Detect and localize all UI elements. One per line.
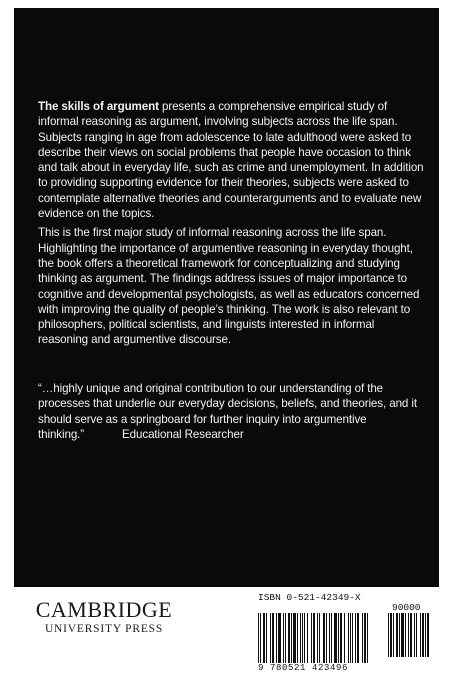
- barcode-bar: [344, 613, 345, 663]
- barcode-bar: [278, 613, 281, 663]
- barcode-bar: [302, 613, 303, 663]
- barcode-bar: [396, 613, 398, 657]
- barcode-bar: [291, 613, 292, 663]
- barcode-bar: [288, 613, 290, 663]
- publisher-name: CAMBRIDGE: [35, 597, 173, 622]
- barcode-bar: [285, 613, 286, 663]
- barcode-bar: [272, 613, 274, 663]
- barcode-bar: [326, 613, 327, 663]
- ean-number: 9 780521 423496: [258, 663, 349, 673]
- barcode-bar: [270, 613, 271, 663]
- barcode-bar: [263, 613, 265, 663]
- barcode-bar: [331, 613, 332, 663]
- barcode-bar: [405, 613, 406, 657]
- publisher-logo: [34, 598, 174, 636]
- barcode-bar: [276, 613, 277, 663]
- barcode-bar: [304, 613, 305, 663]
- ean-barcode: [258, 613, 382, 663]
- barcode-bar: [388, 613, 389, 657]
- barcode-bar: [390, 613, 392, 657]
- review-quote: [38, 381, 430, 442]
- barcode-bar: [427, 613, 429, 657]
- barcode-bar: [352, 613, 353, 663]
- barcode-bar: [420, 613, 421, 657]
- quote-text: “…highly unique and original contribution to our understanding of the processes that underlie our everyday decisions, beliefs, and theories, and it should serve as a springboard for further inquiry into argumentive thinking.”: [38, 382, 417, 441]
- barcode-bar: [425, 613, 426, 657]
- barcode-bar: [422, 613, 424, 657]
- barcode-bar: [408, 613, 409, 657]
- blurb-paragraph-2: This is the first major study of informal reasoning across the life span. Highlighting the importance of argumentive reasoning in everyday thought, the book offers a theoretical framework for conceptualizing and studying thinking as argument. The findings address issues of major importance to cognitive and developmental psychologists, as well as educators concerned with improving the quality of people’s thinking. The work is also relevant to philosophers, political scientists, and linguists interested in informal reasoning and argumentive discourse.: [38, 226, 420, 347]
- barcode-bar: [357, 613, 359, 663]
- barcode-bar: [401, 613, 404, 657]
- barcode-bar: [311, 613, 312, 663]
- barcode-bar: [266, 613, 267, 663]
- quote-source: Educational Researcher: [122, 427, 244, 441]
- barcode-bar: [307, 613, 308, 663]
- barcode-bar: [340, 613, 342, 663]
- barcode-bar: [362, 613, 363, 663]
- isbn-label: ISBN 0-521-42349-X: [258, 592, 361, 603]
- price-addon-number: 90000: [392, 602, 421, 613]
- barcode-bar: [317, 613, 318, 663]
- barcode-bar: [399, 613, 400, 657]
- barcode-bar: [414, 613, 415, 657]
- barcode-bar: [293, 613, 296, 663]
- publisher-subname: UNIVERSITY PRESS: [44, 623, 164, 635]
- barcode-bar: [367, 613, 368, 663]
- barcode-bar: [300, 613, 301, 663]
- barcode-bar: [260, 613, 261, 663]
- barcode-bar: [338, 613, 339, 663]
- barcode-bar: [283, 613, 284, 663]
- barcode-bar: [355, 613, 356, 663]
- addon-barcode: [388, 613, 432, 657]
- barcode-panel: [254, 591, 437, 675]
- barcode-bar: [350, 613, 351, 663]
- barcode-bar: [297, 613, 298, 663]
- book-title-lead: The skills of argument: [38, 100, 159, 113]
- barcode-bar: [416, 613, 417, 657]
- barcode-bar: [313, 613, 315, 663]
- blurb: [38, 99, 426, 352]
- barcode-bar: [393, 613, 394, 657]
- barcode-bar: [334, 613, 337, 663]
- blurb-paragraph-1: [38, 99, 426, 221]
- barcode-bar: [348, 613, 349, 663]
- barcode-bar: [258, 613, 259, 663]
- barcode-bar: [319, 613, 320, 663]
- barcode-bar: [323, 613, 325, 663]
- barcode-bar: [410, 613, 412, 657]
- barcode-bar: [364, 613, 366, 663]
- barcode-bar: [329, 613, 330, 663]
- blurb-paragraph-1-text: presents a comprehensive empirical study of informal reasoning as argument, involving subjects across the life span. Subjects ranging in age from adolescence to late adulthood were asked to describe their views on social problems that people have occasion to think and talk about in everyday life, such as crime and unemployment. In addition to providing supporting evidence for their theories, subjects were asked to contemplate alternative theories and counterarguments and to evaluate new evidence on the topics.: [38, 100, 424, 221]
